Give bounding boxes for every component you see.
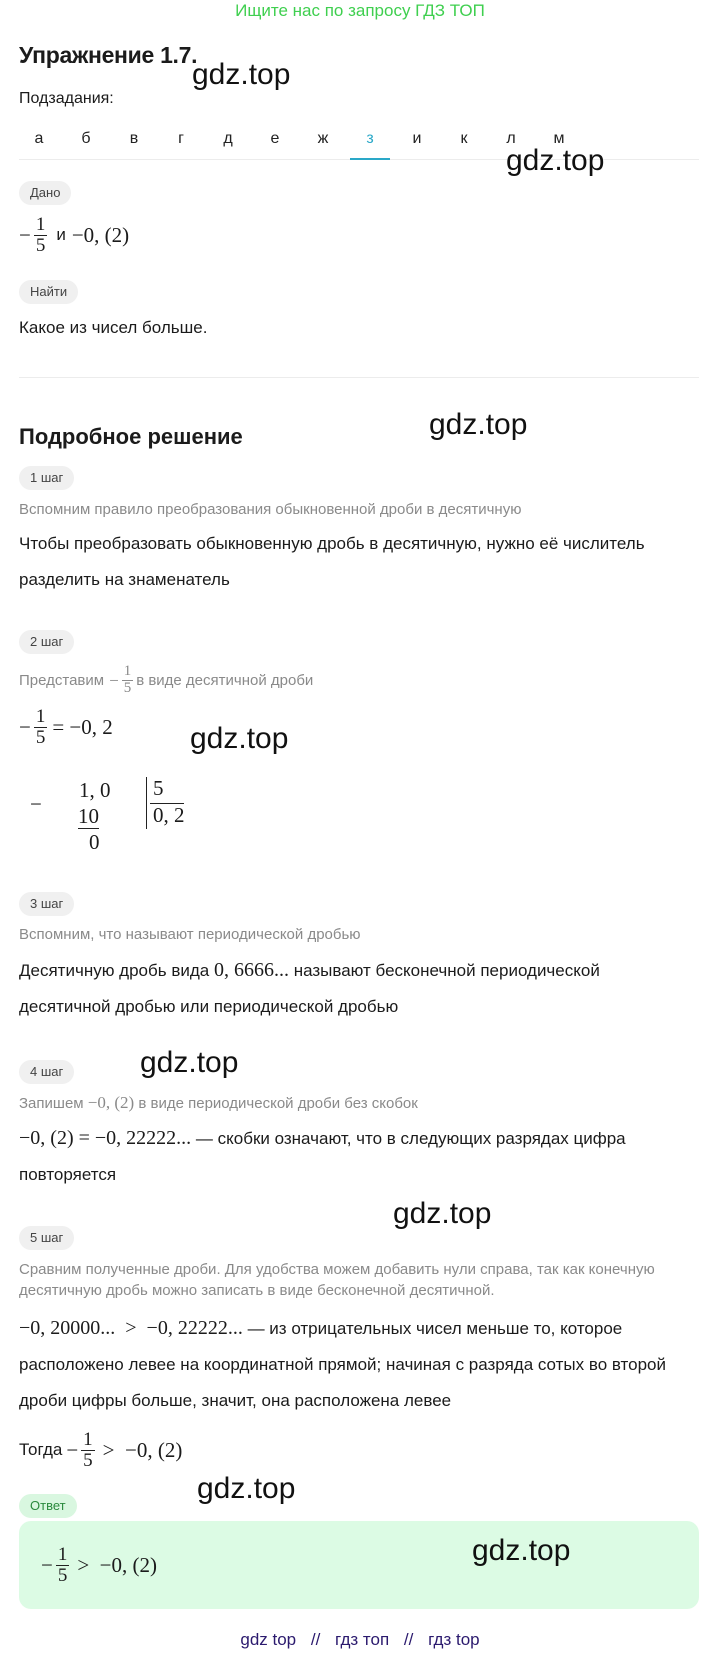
given-conjunction: и — [56, 225, 66, 244]
footer-link-gdz-top-mixed[interactable]: гдз top — [428, 1630, 480, 1649]
step3-math: 0, 6666... — [213, 959, 289, 981]
step2-equation — [19, 702, 113, 752]
step1-label: 1 шаг — [19, 466, 74, 490]
given-value2: −0, (2) — [71, 222, 130, 247]
step2-hint-denominator: 5 — [123, 679, 132, 696]
step2-hint — [19, 658, 313, 702]
given-denominator: 5 — [35, 234, 46, 256]
answer-label: Ответ — [19, 1494, 77, 1518]
step2-eq-numerator: 1 — [35, 705, 46, 727]
watermark: gdz.top — [140, 1046, 239, 1079]
step2-eq-rest: = −0, 2 — [52, 714, 113, 739]
step4-text — [19, 1120, 691, 1193]
answer-rest: > −0, (2) — [77, 1552, 158, 1577]
tab-k[interactable]: к — [460, 130, 468, 147]
step5-conclusion — [19, 1425, 182, 1475]
subtasks-label: Подзадания: — [19, 90, 114, 107]
answer-expression — [41, 1539, 157, 1591]
step3-hint: Вспомним, что называют периодической дробью — [19, 926, 361, 943]
step2-hint-before: Представим — [19, 671, 105, 689]
answer-numerator: 1 — [57, 1543, 68, 1565]
given-label: Дано — [19, 181, 71, 205]
given-numerator: 1 — [35, 213, 46, 235]
step2-eq-minus: − — [19, 714, 31, 739]
step5-then-fraction — [81, 1430, 95, 1471]
footer-link-gdz-top[interactable]: gdz top — [240, 1630, 297, 1649]
find-label: Найти — [19, 280, 78, 304]
division-subtrahend: 10 — [78, 804, 99, 828]
step1-hint: Вспомним правило преобразования обыкновенной дроби в десятичную — [19, 501, 522, 518]
answer-fraction — [56, 1545, 70, 1586]
watermark: gdz.top — [429, 408, 528, 441]
step4-hint — [19, 1092, 418, 1114]
step5-text-body: — из отрицательных чисел меньше то, которое расположено левее на координатной прямой; начиная с разряда сотых во второй дроби цифры больше, значит, она расположена левее — [19, 1319, 666, 1410]
tab-b[interactable]: б — [81, 130, 91, 147]
watermark: gdz.top — [190, 722, 289, 755]
step2-hint-numerator: 1 — [123, 662, 132, 679]
find-text: Какое из чисел больше. — [19, 318, 208, 337]
step3-text — [19, 952, 691, 1025]
footer-link-gdz-top-ru[interactable]: гдз топ — [335, 1630, 390, 1649]
step5-label: 5 шаг — [19, 1226, 74, 1250]
step5-then-numerator: 1 — [83, 1428, 93, 1450]
step4-label: 4 шаг — [19, 1060, 74, 1084]
division-remainder: 0 — [89, 830, 100, 854]
tab-i[interactable]: и — [412, 130, 422, 147]
step5-then-denominator: 5 — [83, 1449, 93, 1471]
step2-hint-after: в виде десятичной дроби — [136, 671, 314, 689]
step2-hint-minus: − — [109, 670, 119, 690]
tab-g[interactable]: г — [178, 130, 184, 147]
answer-box — [19, 1521, 699, 1609]
step2-label: 2 шаг — [19, 630, 74, 654]
tab-a[interactable]: а — [34, 130, 44, 147]
exercise-title: Упражнение 1.7. — [19, 42, 198, 68]
tab-m[interactable]: м — [553, 130, 565, 147]
given-minus: − — [19, 222, 31, 247]
division-dividend: 1, 0 — [79, 778, 111, 802]
tab-l[interactable]: л — [506, 130, 516, 147]
step3-text-after: называют бесконечной периодической десятичной дробью или периодической дробью — [19, 961, 600, 1016]
long-division — [19, 770, 199, 860]
step4-hint-math: −0, (2) — [87, 1093, 135, 1112]
step4-text-body: — скобки означают, что в следующих разрядах цифра повторяется — [19, 1129, 626, 1184]
division-vertical-line — [146, 777, 147, 829]
step3-text-before: Десятичную дробь вида — [19, 961, 210, 980]
tab-z[interactable]: з — [350, 128, 390, 160]
footer-separator: // — [403, 1630, 414, 1649]
step4-math: −0, (2) = −0, 22222... — [19, 1127, 192, 1149]
step5-text — [19, 1310, 691, 1419]
step1-text: Чтобы преобразовать обыкновенную дробь в десятичную, нужно её числитель разделить на знаменатель — [19, 534, 645, 589]
top-banner: Ищите нас по запросу ГДЗ ТОП — [235, 1, 485, 20]
tab-e[interactable]: е — [270, 130, 280, 147]
step4-hint-before: Запишем — [19, 1095, 84, 1112]
step5-then-rest: > −0, (2) — [102, 1437, 183, 1462]
step2-eq-denominator: 5 — [35, 726, 46, 748]
step5-math: −0, 20000... > −0, 22222... — [19, 1317, 243, 1339]
answer-denominator: 5 — [57, 1564, 68, 1586]
watermark: gdz.top — [506, 144, 605, 177]
given-expression — [19, 210, 129, 260]
watermark: gdz.top — [393, 1197, 492, 1230]
divider — [19, 377, 699, 378]
step2-eq-fraction — [34, 707, 48, 748]
step3-label: 3 шаг — [19, 892, 74, 916]
step5-hint: Сравним полученные дроби. Для удобства можем добавить нули справа, так как конечную десятичную дробь можно записать в виде бесконечной десятичной. — [19, 1261, 655, 1299]
solution-title: Подробное решение — [19, 424, 243, 449]
division-quotient: 0, 2 — [153, 803, 185, 827]
footer-links — [0, 1630, 720, 1650]
watermark: gdz.top — [192, 58, 291, 91]
step5-then-word: Тогда — [19, 1440, 63, 1459]
step4-hint-after: в виде периодической дроби без скобок — [138, 1095, 418, 1112]
tab-v[interactable]: в — [129, 130, 139, 147]
watermark: gdz.top — [197, 1472, 296, 1505]
division-divisor: 5 — [153, 776, 164, 800]
watermark: gdz.top — [472, 1534, 571, 1567]
answer-minus: − — [41, 1552, 53, 1577]
given-fraction — [34, 215, 48, 256]
tab-zh[interactable]: ж — [317, 130, 329, 147]
footer-separator: // — [310, 1630, 321, 1649]
step2-hint-fraction — [122, 664, 134, 697]
step5-then-minus: − — [66, 1437, 79, 1462]
tab-d[interactable]: д — [223, 130, 233, 147]
division-minus: − — [30, 792, 42, 816]
